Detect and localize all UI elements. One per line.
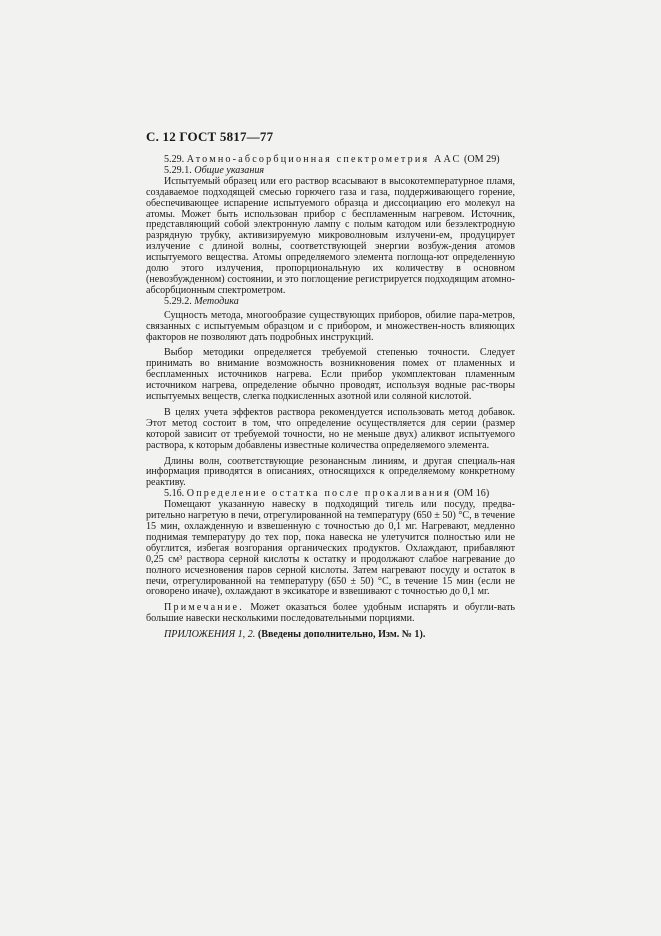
section-title: Атомно-абсорбционная спектрометрия ААС	[186, 154, 462, 165]
paragraph: Выбор методики определяется требуемой степенью точности. Следует принимать во внимание возможность возникновения помех от пламенных и беспламенных источников нагрева. Если прибор укомплектован пламенным источником нагрева, определение обычно проводят, используя водные рас-творы испытуемых веществ, слегка подкисленных азотной или соляной кислотой.	[146, 347, 515, 403]
paragraph: В целях учета эффектов раствора рекомендуется использовать метод добавок. Этот метод состоит в том, что определение осуществляется для серии (размер которой зависит от требуемой точности, но не меньше двух) аликвот испытуемого раствора, к которым добавлены известные количества определяемого элемента.	[146, 406, 515, 451]
method-code: (ОМ 29)	[464, 154, 500, 165]
paragraph: Длины волн, соответствующие резонансным линиям, и другая специаль-ная информация приводятся в описаниях, относящихся к определяемому конкретному реактиву.	[146, 455, 515, 489]
paragraph: Испытуемый образец или его раствор всасывают в высокотемпературное пламя, создаваемое подходящей смесью горючего газа и газа, поддерживающего горение, обеспечивающее испарение испытуемого образца и диссоциацию его молекул на атомы. Может быть использован прибор с беспламенным нагревом. Источник, представляющий собой электронную лампу с полым катодом или безэлектродную разрядную трубку, активизируемую микроволновым излучени-ем, продуцирует излучение с длиной волны, соответствующей энергии возбуж-дения атомов испытуемого вещества. Атомы определяемого элемента поглоща-ют определенную долю этого излучения, пропорциональную их количеству в основном (невозбужденном) состоянии, и это поглощение регистрируется подходящим атомно-абсорбционным спектрометром.	[146, 175, 515, 296]
document-body	[146, 155, 515, 641]
section-number: 5.16.	[164, 488, 185, 500]
note-text: Может оказаться более удобным испарять и обугли-вать большие навески несколькими последовательными порциями.	[146, 602, 515, 625]
section-title: Определение остатка после прокаливания	[186, 488, 452, 500]
section-5-29-2-heading	[146, 297, 515, 308]
section-number: 5.29.1.	[164, 164, 192, 176]
section-title: Общие указания	[194, 164, 265, 176]
section-number: 5.29.2.	[164, 295, 192, 307]
section-number: 5.29.	[164, 154, 185, 165]
appendix-reference	[146, 630, 515, 641]
page-header: С. 12 ГОСТ 5817—77	[146, 129, 274, 144]
appendix-label: ПРИЛОЖЕНИЯ 1, 2.	[164, 629, 256, 641]
method-code: (ОМ 16)	[453, 488, 490, 500]
section-title: Методика	[194, 295, 239, 307]
appendix-text: (Введены дополнительно, Изм. № 1).	[257, 629, 426, 641]
note	[146, 603, 515, 625]
note-label: Примечание.	[164, 602, 244, 614]
paragraph: Помещают указанную навеску в подходящий тигель или посуду, предва-рительно нагретую в печи, отрегулированной на температуру (650 ± 50) °С, в течение 15 мин, охлажденную и взвешенную с точностью до 0,1 мг. Нагревают, медленно поднимая температуру до тех пор, пока навеска не улетучится полностью или не обуглится, избегая возгорания органических продуктов. Охлаждают, прибавляют 0,25 см³ раствора серной кислоты к остатку и продолжают слабое нагревание до полного исчезновения паров серной кислоты. Затем нагревают посуду и остаток в печи, отрегулированной на температуру (650 ± 50) °С, в течение 15 мин (если не оговорено иначе), охлаждают в эксикаторе и взвешивают с точностью до 0,1 мг.	[146, 499, 515, 598]
paragraph: Сущность метода, многообразие существующих приборов, обилие пара-метров, связанных с испытуемым образцом и с прибором, и множествен-ность влияющих факторов не позволяют дать подробных инструкций.	[146, 309, 515, 343]
